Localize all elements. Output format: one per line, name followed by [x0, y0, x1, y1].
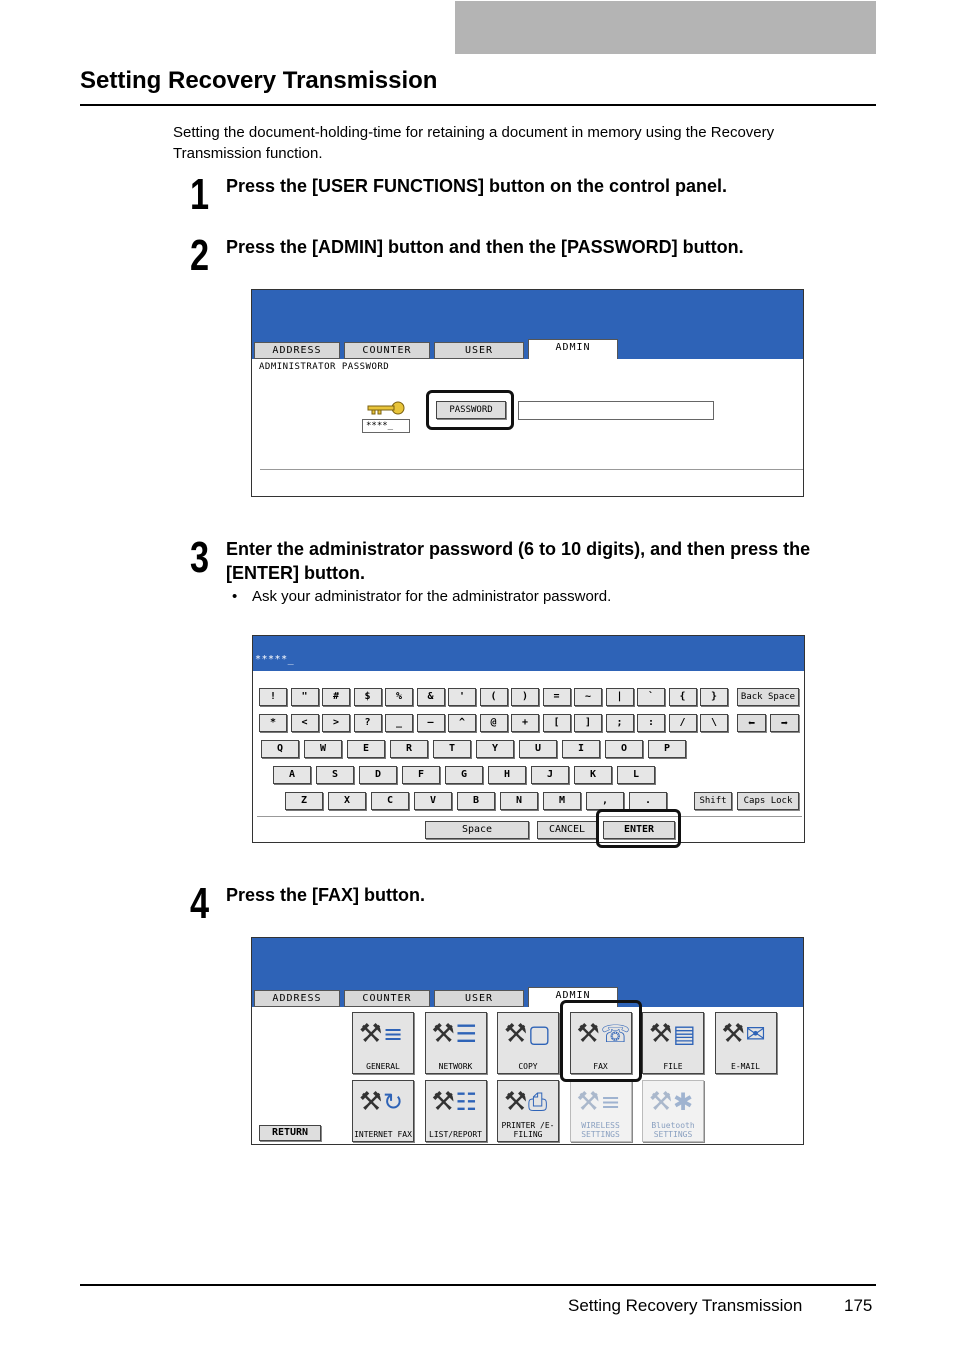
wrench-icon: ⚒ — [431, 1087, 455, 1117]
tab-user[interactable]: USER — [434, 342, 524, 359]
icon-label: FAX — [593, 1062, 608, 1071]
keyboard-key[interactable]: Z — [285, 792, 323, 810]
keyboard-key[interactable]: * — [259, 714, 287, 732]
keyboard-key[interactable]: [ — [543, 714, 571, 732]
entry-display: *****_ — [255, 654, 295, 665]
keyboard-key[interactable]: J — [531, 766, 569, 784]
general-button[interactable] — [352, 1012, 414, 1074]
title-rule — [80, 104, 876, 106]
capslock-key[interactable]: Caps Lock — [737, 792, 799, 810]
keyboard-key[interactable]: C — [371, 792, 409, 810]
printer-button[interactable] — [497, 1080, 559, 1142]
wrench-icon: ⚒ — [359, 1087, 383, 1117]
keyboard-key[interactable]: } — [700, 688, 728, 706]
keyboard-key[interactable]: W — [304, 740, 342, 758]
keyboard-key[interactable]: — — [417, 714, 445, 732]
intro-text: Setting the document-holding-time for retaining a document in memory using the Recovery Transmission function. — [173, 124, 775, 162]
keyboard-key[interactable]: P — [648, 740, 686, 758]
keyboard-key[interactable]: X — [328, 792, 366, 810]
return-button[interactable] — [259, 1125, 321, 1141]
keyboard-key[interactable]: . — [629, 792, 667, 810]
icon-label: Bluetooth SETTINGS — [651, 1121, 695, 1139]
header-band — [455, 1, 876, 54]
keyboard-key[interactable]: { — [669, 688, 697, 706]
network-icon: ☰ — [455, 1020, 478, 1048]
keyboard-key[interactable]: R — [390, 740, 428, 758]
keyboard-key[interactable]: V — [414, 792, 452, 810]
keyboard-key[interactable]: | — [606, 688, 634, 706]
step-number: 3 — [190, 533, 210, 582]
tab-counter[interactable]: COUNTER — [344, 342, 430, 359]
screen-heading: ADMINISTRATOR PASSWORD — [259, 362, 390, 372]
fax-button-highlight — [560, 1000, 642, 1082]
tab-admin[interactable]: ADMIN — [528, 987, 618, 1007]
keyboard-key[interactable]: @ — [480, 714, 508, 732]
icon-label: WIRELESS SETTINGS — [581, 1121, 620, 1139]
keyboard-key[interactable]: ^ — [448, 714, 476, 732]
icon-label: PRINTER /E-FILING — [501, 1121, 555, 1139]
space-key[interactable]: Space — [425, 821, 529, 839]
tab-counter[interactable]: COUNTER — [344, 990, 430, 1007]
wireless-button — [570, 1080, 632, 1142]
keyboard-key[interactable]: D — [359, 766, 397, 784]
internet-fax-icon: ↻ — [383, 1088, 404, 1116]
keyboard-key[interactable]: H — [488, 766, 526, 784]
email-button[interactable] — [715, 1012, 777, 1074]
keyboard-key[interactable]: B — [457, 792, 495, 810]
network-button[interactable] — [425, 1012, 487, 1074]
fax-icon: ☏ — [600, 1020, 631, 1048]
wrench-icon: ⚒ — [649, 1019, 673, 1049]
keyboard-key[interactable]: ~ — [574, 688, 602, 706]
icon-label: GENERAL — [366, 1062, 400, 1071]
keyboard-key[interactable]: ; — [606, 714, 634, 732]
keyboard-key[interactable]: # — [322, 688, 350, 706]
keyboard-key[interactable]: & — [417, 688, 445, 706]
wrench-icon: ⚒ — [431, 1019, 455, 1049]
internet-fax-button[interactable] — [352, 1080, 414, 1142]
keyboard-key[interactable]: < — [291, 714, 319, 732]
wrench-icon: ⚒ — [576, 1019, 600, 1049]
admin-password-screen — [251, 289, 804, 497]
step-text: Enter the administrator password (6 to 10 digits), and then press the [ENTER] button. — [226, 539, 811, 583]
masked-password-display: ****_ — [362, 419, 410, 433]
password-button-highlight — [426, 390, 514, 430]
keyboard-key[interactable]: ` — [637, 688, 665, 706]
admin-menu-screen — [251, 937, 804, 1145]
step-text: Press the [USER FUNCTIONS] button on the control panel. — [226, 176, 728, 196]
keyboard-key[interactable]: " — [291, 688, 319, 706]
page-number: 175 — [844, 1296, 873, 1315]
screen-header-bar — [253, 636, 804, 671]
keyboard-key[interactable]: S — [316, 766, 354, 784]
keyboard-key[interactable]: Y — [476, 740, 514, 758]
step-text: Press the [ADMIN] button and then the [PASSWORD] button. — [226, 237, 744, 257]
keyboard-key[interactable]: ' — [448, 688, 476, 706]
step-text: Press the [FAX] button. — [226, 885, 426, 905]
icon-label: FILE — [663, 1062, 683, 1071]
icon-label: LIST/REPORT — [429, 1130, 482, 1139]
keyboard-key[interactable]: \ — [700, 714, 728, 732]
wrench-icon: ⚒ — [721, 1019, 745, 1049]
keyboard-key[interactable]: N — [500, 792, 538, 810]
bluetooth-button — [642, 1080, 704, 1142]
icon-label: E-MAIL — [731, 1062, 760, 1071]
section-title: Setting Recovery Transmission — [80, 67, 438, 94]
password-button[interactable]: PASSWORD — [436, 401, 506, 419]
wrench-icon: ⚒ — [504, 1087, 528, 1117]
tab-user[interactable]: USER — [434, 990, 524, 1007]
keyboard-key[interactable]: > — [322, 714, 350, 732]
left-arrow-key[interactable]: ⬅ — [737, 714, 766, 732]
list-report-button[interactable] — [425, 1080, 487, 1142]
keyboard-key[interactable]: , — [586, 792, 624, 810]
keyboard-key[interactable]: I — [562, 740, 600, 758]
wrench-icon: ⚒ — [504, 1019, 528, 1049]
right-arrow-key[interactable]: ➡ — [770, 714, 799, 732]
shift-key[interactable]: Shift — [694, 792, 732, 810]
wrench-icon: ⚒ — [576, 1087, 600, 1117]
keyboard-key[interactable]: Q — [261, 740, 299, 758]
keyboard-key[interactable]: E — [347, 740, 385, 758]
copy-button[interactable] — [497, 1012, 559, 1074]
keyboard-key[interactable]: O — [605, 740, 643, 758]
keyboard-key[interactable]: T — [433, 740, 471, 758]
tab-address[interactable]: ADDRESS — [254, 990, 340, 1007]
icon-label: NETWORK — [438, 1062, 473, 1071]
keyboard-key[interactable]: K — [574, 766, 612, 784]
keyboard-key[interactable]: ) — [511, 688, 539, 706]
keyboard-key[interactable]: G — [445, 766, 483, 784]
printer-icon: ⎙ — [528, 1088, 548, 1116]
file-icon: ▤ — [673, 1020, 696, 1048]
key-icon — [366, 400, 406, 416]
email-icon: ✉ — [745, 1020, 766, 1048]
wrench-icon: ⚒ — [649, 1087, 673, 1117]
enter-button-highlight — [596, 809, 681, 848]
bullet-dot: • — [232, 588, 238, 605]
keyboard-screen — [252, 635, 805, 843]
cancel-button[interactable]: CANCEL — [537, 821, 597, 839]
keyboard-key[interactable]: L — [617, 766, 655, 784]
divider — [260, 469, 803, 470]
keyboard-key[interactable]: A — [273, 766, 311, 784]
tab-admin[interactable]: ADMIN — [528, 339, 618, 359]
keyboard-key[interactable]: ] — [574, 714, 602, 732]
tab-address[interactable]: ADDRESS — [254, 342, 340, 359]
password-field[interactable] — [518, 401, 714, 420]
keyboard-key[interactable]: ( — [480, 688, 508, 706]
divider — [257, 816, 802, 817]
enter-button[interactable]: ENTER — [603, 821, 675, 839]
keyboard-key[interactable]: + — [511, 714, 539, 732]
return-label: RETURN — [271, 1127, 309, 1138]
wireless-icon: ≡ — [600, 1088, 621, 1116]
copy-icon: ▢ — [528, 1020, 551, 1048]
keyboard-key[interactable]: _ — [385, 714, 413, 732]
keyboard-key[interactable]: U — [519, 740, 557, 758]
bluetooth-icon: ✱ — [673, 1088, 694, 1116]
file-button[interactable] — [642, 1012, 704, 1074]
backspace-key[interactable]: Back Space — [737, 688, 799, 706]
keyboard-key[interactable]: ? — [354, 714, 382, 732]
step-number: 1 — [190, 170, 210, 219]
bullet-text: Ask your administrator for the administrator password. — [252, 588, 612, 605]
keyboard-key[interactable]: F — [402, 766, 440, 784]
footer-rule — [80, 1284, 876, 1286]
keyboard-key[interactable]: : — [637, 714, 665, 732]
wrench-icon: ⚒ — [359, 1019, 383, 1049]
keyboard-key[interactable]: / — [669, 714, 697, 732]
keyboard-key[interactable]: M — [543, 792, 581, 810]
keyboard-key[interactable]: % — [385, 688, 413, 706]
keyboard-key[interactable]: ! — [259, 688, 287, 706]
keyboard-key[interactable]: $ — [354, 688, 382, 706]
footer-title: Setting Recovery Transmission — [568, 1296, 803, 1315]
list-report-icon: ☷ — [455, 1088, 478, 1116]
step-number: 2 — [190, 231, 210, 280]
icon-label: INTERNET FAX — [354, 1130, 412, 1139]
keyboard-key[interactable]: = — [543, 688, 571, 706]
step-number: 4 — [190, 879, 210, 928]
general-icon: ≡ — [383, 1020, 404, 1048]
icon-label: COPY — [518, 1062, 538, 1071]
